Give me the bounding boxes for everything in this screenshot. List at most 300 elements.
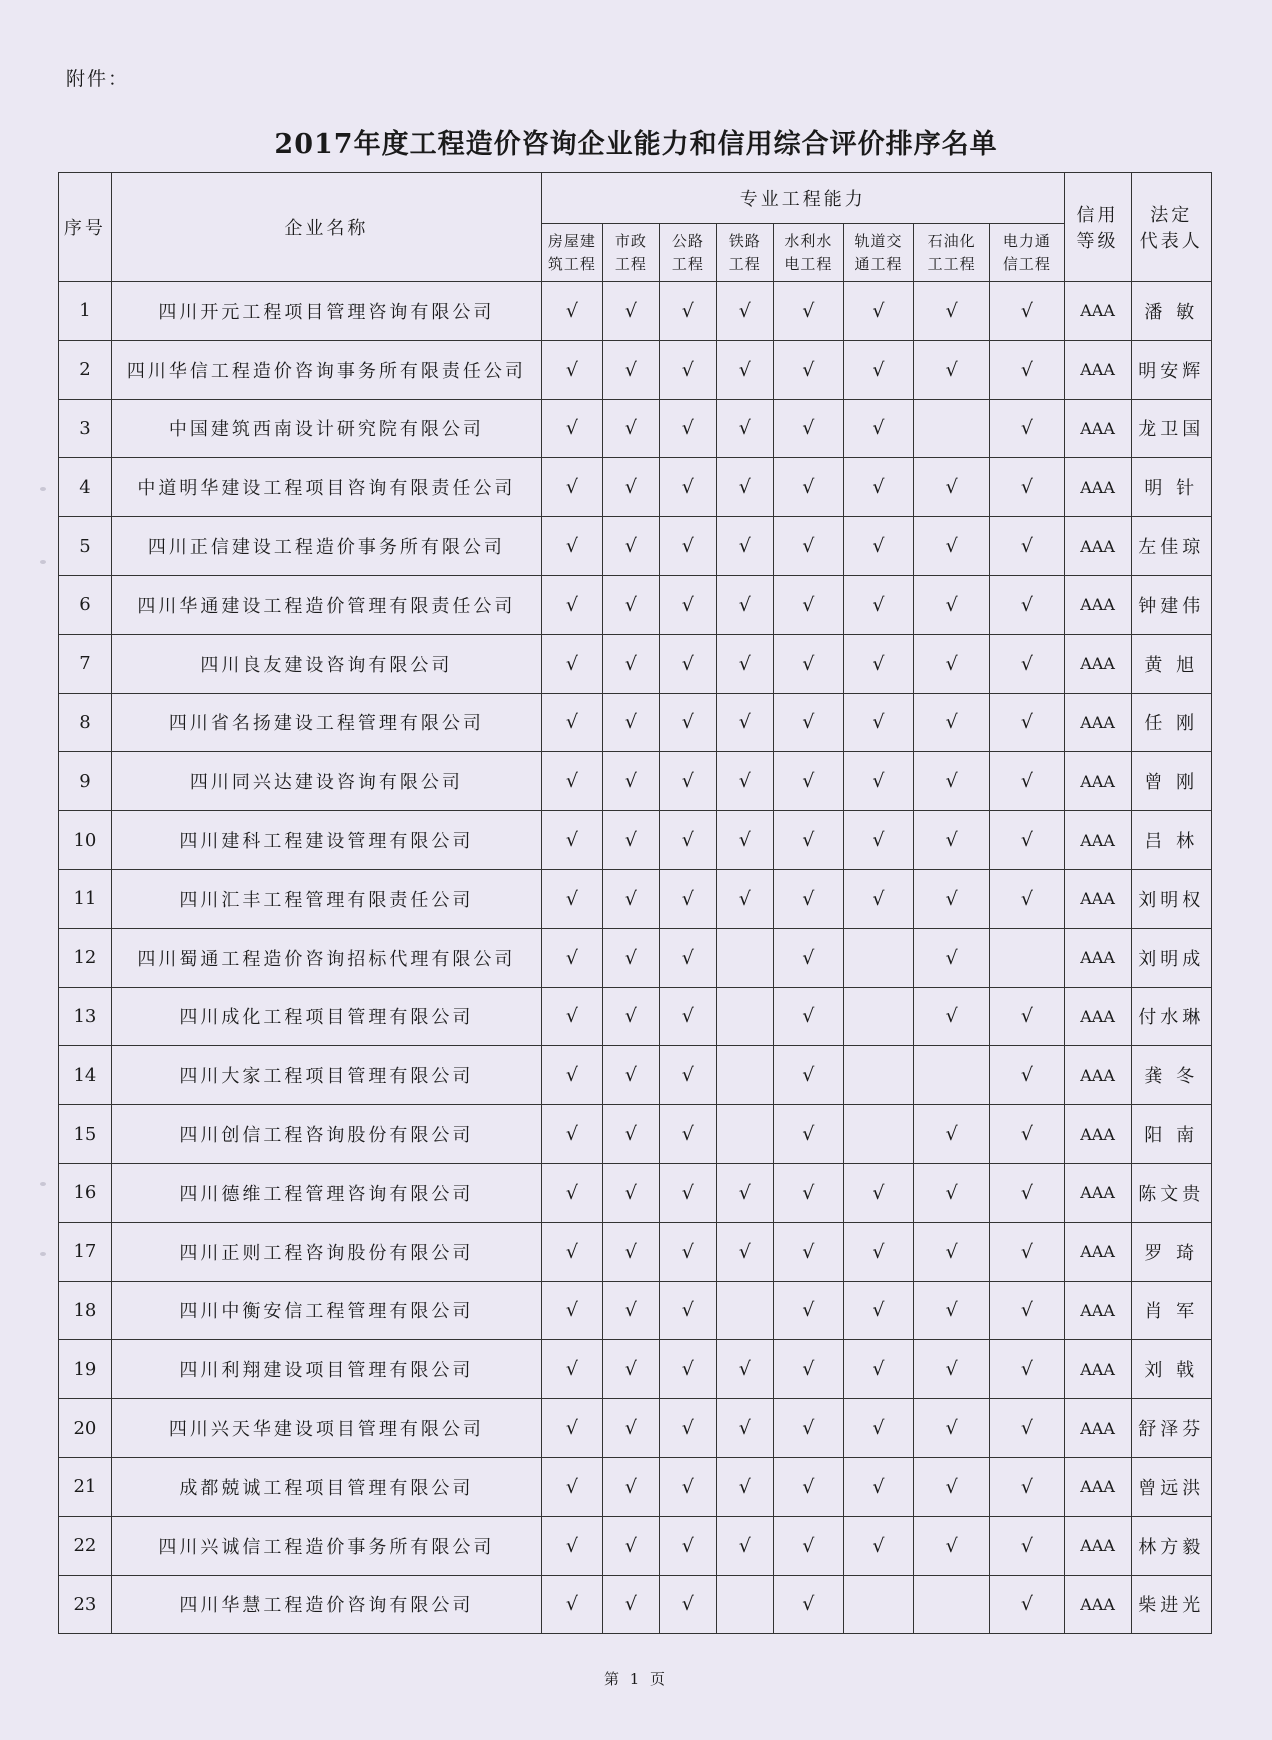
legal-representative: 任 刚: [1131, 693, 1211, 752]
check-mark-icon: √: [565, 1593, 578, 1616]
check-mark-icon: √: [945, 1475, 958, 1498]
capability-cell: [914, 987, 990, 1046]
table-row: [59, 928, 1212, 987]
check-mark-icon: √: [738, 1475, 751, 1498]
capability-cell: [843, 517, 913, 576]
company-name: 四川创信工程咨询股份有限公司: [111, 1105, 541, 1164]
capability-cell: [843, 282, 913, 341]
capability-cell: [602, 1575, 659, 1634]
capability-cell: [541, 634, 602, 693]
capability-cell: [990, 282, 1064, 341]
table-row: [59, 987, 1212, 1046]
table-row: [59, 1457, 1212, 1516]
capability-cell: [716, 1281, 773, 1340]
legal-representative: 曾 刚: [1131, 752, 1211, 811]
credit-level: AAA: [1064, 575, 1131, 634]
capability-cell: [716, 1046, 773, 1105]
capability-cell: [602, 282, 659, 341]
row-seq: 23: [59, 1575, 112, 1634]
capability-cell: [716, 517, 773, 576]
check-mark-icon: √: [1020, 299, 1033, 322]
capability-cell: [843, 1105, 913, 1164]
capability-cell: [659, 987, 716, 1046]
company-name: 四川蜀通工程造价咨询招标代理有限公司: [111, 928, 541, 987]
check-mark-icon: √: [738, 1534, 751, 1557]
company-name: 四川华信工程造价咨询事务所有限责任公司: [111, 340, 541, 399]
check-mark-icon: √: [681, 476, 694, 499]
check-mark-icon: √: [565, 358, 578, 381]
capability-cell: [659, 869, 716, 928]
check-mark-icon: √: [1020, 711, 1033, 734]
capability-cell: [773, 399, 843, 458]
check-mark-icon: √: [624, 711, 637, 734]
capability-cell: [541, 987, 602, 1046]
capability-cell: [990, 752, 1064, 811]
capability-cell: [914, 1046, 990, 1105]
row-seq: 13: [59, 987, 112, 1046]
check-mark-icon: √: [802, 1240, 815, 1263]
row-seq: 5: [59, 517, 112, 576]
capability-cell: [659, 1222, 716, 1281]
check-mark-icon: √: [1020, 1123, 1033, 1146]
check-mark-icon: √: [565, 1005, 578, 1028]
capability-cell: [990, 1222, 1064, 1281]
check-mark-icon: √: [624, 652, 637, 675]
header-category-8: [990, 224, 1064, 282]
check-mark-icon: √: [945, 476, 958, 499]
check-mark-icon: √: [1020, 417, 1033, 440]
check-mark-icon: √: [565, 1358, 578, 1381]
check-mark-icon: √: [802, 358, 815, 381]
punch-mark: [40, 560, 46, 564]
check-mark-icon: √: [872, 358, 885, 381]
capability-cell: [990, 928, 1064, 987]
check-mark-icon: √: [681, 417, 694, 440]
header-category-3: [659, 224, 716, 282]
check-mark-icon: √: [945, 299, 958, 322]
capability-cell: [990, 1105, 1064, 1164]
check-mark-icon: √: [681, 1005, 694, 1028]
check-mark-icon: √: [624, 829, 637, 852]
capability-cell: [541, 1046, 602, 1105]
capability-cell: [602, 1222, 659, 1281]
check-mark-icon: √: [624, 1299, 637, 1322]
capability-cell: [659, 1281, 716, 1340]
check-mark-icon: √: [1020, 1064, 1033, 1087]
check-mark-icon: √: [802, 593, 815, 616]
check-mark-icon: √: [624, 535, 637, 558]
check-mark-icon: √: [945, 1005, 958, 1028]
legal-representative: 龙卫国: [1131, 399, 1211, 458]
table-body: [59, 282, 1212, 1634]
capability-cell: [716, 458, 773, 517]
capability-cell: [843, 752, 913, 811]
check-mark-icon: √: [802, 1358, 815, 1381]
check-mark-icon: √: [624, 358, 637, 381]
capability-cell: [541, 575, 602, 634]
capability-cell: [914, 340, 990, 399]
capability-cell: [990, 1457, 1064, 1516]
table-row: [59, 752, 1212, 811]
check-mark-icon: √: [681, 946, 694, 969]
legal-representative: 刘 戟: [1131, 1340, 1211, 1399]
check-mark-icon: √: [681, 1064, 694, 1087]
company-name: 四川汇丰工程管理有限责任公司: [111, 869, 541, 928]
credit-level: AAA: [1064, 1399, 1131, 1458]
header-category-line: 市政: [614, 231, 647, 250]
capability-cell: [602, 1046, 659, 1105]
check-mark-icon: √: [945, 1358, 958, 1381]
ranking-table: [58, 172, 1212, 1634]
capability-cell: [659, 928, 716, 987]
capability-cell: [914, 1281, 990, 1340]
capability-cell: [914, 575, 990, 634]
capability-cell: [541, 1105, 602, 1164]
row-seq: 15: [59, 1105, 112, 1164]
check-mark-icon: √: [872, 1475, 885, 1498]
check-mark-icon: √: [565, 946, 578, 969]
check-mark-icon: √: [738, 1417, 751, 1440]
capability-cell: [716, 340, 773, 399]
capability-cell: [990, 634, 1064, 693]
capability-cell: [602, 458, 659, 517]
capability-cell: [602, 928, 659, 987]
check-mark-icon: √: [1020, 652, 1033, 675]
company-name: 中国建筑西南设计研究院有限公司: [111, 399, 541, 458]
capability-cell: [716, 399, 773, 458]
punch-mark: [40, 1252, 46, 1256]
capability-cell: [914, 928, 990, 987]
capability-cell: [659, 340, 716, 399]
check-mark-icon: √: [624, 1240, 637, 1263]
capability-cell: [773, 1281, 843, 1340]
table-row: [59, 575, 1212, 634]
capability-cell: [602, 693, 659, 752]
capability-cell: [541, 869, 602, 928]
row-seq: 17: [59, 1222, 112, 1281]
capability-cell: [659, 575, 716, 634]
table-row: [59, 634, 1212, 693]
capability-cell: [843, 693, 913, 752]
capability-cell: [990, 399, 1064, 458]
capability-cell: [716, 693, 773, 752]
check-mark-icon: √: [624, 299, 637, 322]
capability-cell: [990, 987, 1064, 1046]
check-mark-icon: √: [565, 593, 578, 616]
capability-cell: [716, 928, 773, 987]
capability-cell: [602, 340, 659, 399]
credit-level: AAA: [1064, 1575, 1131, 1634]
capability-cell: [990, 458, 1064, 517]
capability-cell: [541, 1340, 602, 1399]
capability-cell: [773, 928, 843, 987]
legal-representative: 黄 旭: [1131, 634, 1211, 693]
capability-cell: [843, 340, 913, 399]
row-seq: 1: [59, 282, 112, 341]
check-mark-icon: √: [945, 1181, 958, 1204]
check-mark-icon: √: [802, 1299, 815, 1322]
check-mark-icon: √: [945, 652, 958, 675]
check-mark-icon: √: [872, 476, 885, 499]
capability-cell: [716, 1399, 773, 1458]
check-mark-icon: √: [1020, 1475, 1033, 1498]
check-mark-icon: √: [624, 1181, 637, 1204]
check-mark-icon: √: [565, 299, 578, 322]
check-mark-icon: √: [872, 770, 885, 793]
capability-cell: [843, 1163, 913, 1222]
check-mark-icon: √: [945, 946, 958, 969]
capability-cell: [716, 1516, 773, 1575]
header-capability: 专业工程能力: [541, 173, 1064, 224]
legal-representative: 肖 军: [1131, 1281, 1211, 1340]
check-mark-icon: √: [1020, 358, 1033, 381]
row-seq: 10: [59, 811, 112, 870]
capability-cell: [990, 1516, 1064, 1575]
company-name: 四川成化工程项目管理有限公司: [111, 987, 541, 1046]
check-mark-icon: √: [802, 1181, 815, 1204]
capability-cell: [990, 340, 1064, 399]
legal-representative: 舒泽芬: [1131, 1399, 1211, 1458]
capability-cell: [716, 575, 773, 634]
capability-cell: [716, 1105, 773, 1164]
check-mark-icon: √: [945, 1240, 958, 1263]
header-category-6: [843, 224, 913, 282]
check-mark-icon: √: [624, 417, 637, 440]
check-mark-icon: √: [565, 1181, 578, 1204]
capability-cell: [602, 1340, 659, 1399]
check-mark-icon: √: [802, 535, 815, 558]
capability-cell: [773, 811, 843, 870]
capability-cell: [990, 1399, 1064, 1458]
check-mark-icon: √: [802, 1534, 815, 1557]
check-mark-icon: √: [738, 299, 751, 322]
check-mark-icon: √: [738, 593, 751, 616]
company-name: 四川德维工程管理咨询有限公司: [111, 1163, 541, 1222]
capability-cell: [602, 869, 659, 928]
capability-cell: [773, 1340, 843, 1399]
check-mark-icon: √: [565, 476, 578, 499]
header-row-primary: [59, 173, 1212, 224]
capability-cell: [914, 1222, 990, 1281]
row-seq: 6: [59, 575, 112, 634]
header-category-line: 工工程: [927, 254, 976, 273]
capability-cell: [541, 517, 602, 576]
header-seq: 序号: [59, 173, 112, 282]
capability-cell: [843, 1457, 913, 1516]
check-mark-icon: √: [681, 1358, 694, 1381]
check-mark-icon: √: [1020, 887, 1033, 910]
capability-cell: [990, 575, 1064, 634]
header-category-line: 水利水: [784, 231, 833, 250]
capability-cell: [773, 693, 843, 752]
capability-cell: [773, 517, 843, 576]
header-category-line: 工程: [728, 254, 761, 273]
capability-cell: [541, 1163, 602, 1222]
legal-representative: 罗 琦: [1131, 1222, 1211, 1281]
check-mark-icon: √: [872, 1181, 885, 1204]
check-mark-icon: √: [565, 1534, 578, 1557]
check-mark-icon: √: [681, 299, 694, 322]
capability-cell: [990, 693, 1064, 752]
check-mark-icon: √: [624, 476, 637, 499]
company-name: 四川兴天华建设项目管理有限公司: [111, 1399, 541, 1458]
capability-cell: [602, 634, 659, 693]
header-category-line: 电工程: [784, 254, 833, 273]
capability-cell: [716, 282, 773, 341]
check-mark-icon: √: [802, 299, 815, 322]
capability-cell: [990, 811, 1064, 870]
check-mark-icon: √: [1020, 1417, 1033, 1440]
capability-cell: [843, 458, 913, 517]
check-mark-icon: √: [872, 1240, 885, 1263]
capability-cell: [659, 811, 716, 870]
check-mark-icon: √: [738, 829, 751, 852]
company-name: 四川兴诚信工程造价事务所有限公司: [111, 1516, 541, 1575]
company-name: 中道明华建设工程项目咨询有限责任公司: [111, 458, 541, 517]
check-mark-icon: √: [802, 1593, 815, 1616]
check-mark-icon: √: [565, 1299, 578, 1322]
check-mark-icon: √: [681, 535, 694, 558]
check-mark-icon: √: [945, 593, 958, 616]
check-mark-icon: √: [802, 1417, 815, 1440]
capability-cell: [541, 693, 602, 752]
table-row: [59, 1399, 1212, 1458]
legal-representative: 钟建伟: [1131, 575, 1211, 634]
header-category-line: 通工程: [854, 254, 903, 273]
capability-cell: [659, 634, 716, 693]
capability-cell: [716, 634, 773, 693]
capability-cell: [602, 1516, 659, 1575]
capability-cell: [659, 458, 716, 517]
check-mark-icon: √: [872, 887, 885, 910]
table-row: [59, 399, 1212, 458]
check-mark-icon: √: [681, 829, 694, 852]
check-mark-icon: √: [945, 1534, 958, 1557]
check-mark-icon: √: [565, 770, 578, 793]
header-company-name: 企业名称: [111, 173, 541, 282]
credit-level: AAA: [1064, 399, 1131, 458]
check-mark-icon: √: [565, 1064, 578, 1087]
check-mark-icon: √: [1020, 1240, 1033, 1263]
row-seq: 8: [59, 693, 112, 752]
table-row: [59, 811, 1212, 870]
check-mark-icon: √: [565, 1417, 578, 1440]
check-mark-icon: √: [945, 1417, 958, 1440]
capability-cell: [541, 399, 602, 458]
punch-mark: [40, 1182, 46, 1186]
legal-representative: 陈文贵: [1131, 1163, 1211, 1222]
capability-cell: [773, 634, 843, 693]
credit-level: AAA: [1064, 1222, 1131, 1281]
check-mark-icon: √: [872, 1358, 885, 1381]
capability-cell: [716, 987, 773, 1046]
row-seq: 2: [59, 340, 112, 399]
capability-cell: [716, 752, 773, 811]
capability-cell: [843, 987, 913, 1046]
page-title: 2017年度工程造价咨询企业能力和信用综合评价排序名单: [274, 129, 998, 160]
check-mark-icon: √: [1020, 1299, 1033, 1322]
check-mark-icon: √: [738, 535, 751, 558]
capability-cell: [773, 1457, 843, 1516]
row-seq: 19: [59, 1340, 112, 1399]
row-seq: 18: [59, 1281, 112, 1340]
capability-cell: [773, 1222, 843, 1281]
check-mark-icon: √: [802, 1123, 815, 1146]
check-mark-icon: √: [802, 1475, 815, 1498]
capability-cell: [914, 634, 990, 693]
check-mark-icon: √: [802, 476, 815, 499]
check-mark-icon: √: [565, 652, 578, 675]
check-mark-icon: √: [738, 887, 751, 910]
check-mark-icon: √: [681, 1240, 694, 1263]
company-name: 四川中衡安信工程管理有限公司: [111, 1281, 541, 1340]
capability-cell: [773, 340, 843, 399]
capability-cell: [716, 1575, 773, 1634]
credit-level: AAA: [1064, 928, 1131, 987]
credit-level: AAA: [1064, 1105, 1131, 1164]
capability-cell: [659, 1340, 716, 1399]
legal-representative: 潘 敏: [1131, 282, 1211, 341]
check-mark-icon: √: [624, 1064, 637, 1087]
capability-cell: [773, 458, 843, 517]
row-seq: 20: [59, 1399, 112, 1458]
capability-cell: [914, 458, 990, 517]
header-category-5: [773, 224, 843, 282]
check-mark-icon: √: [738, 711, 751, 734]
credit-level: AAA: [1064, 869, 1131, 928]
header-category-2: [602, 224, 659, 282]
capability-cell: [716, 1340, 773, 1399]
capability-cell: [990, 1575, 1064, 1634]
capability-cell: [773, 1105, 843, 1164]
check-mark-icon: √: [681, 1593, 694, 1616]
capability-cell: [602, 987, 659, 1046]
check-mark-icon: √: [802, 770, 815, 793]
capability-cell: [541, 282, 602, 341]
legal-representative: 林方毅: [1131, 1516, 1211, 1575]
legal-representative: 明 针: [1131, 458, 1211, 517]
capability-cell: [773, 1163, 843, 1222]
check-mark-icon: √: [738, 652, 751, 675]
capability-cell: [541, 1516, 602, 1575]
credit-level: AAA: [1064, 517, 1131, 576]
table-row: [59, 1281, 1212, 1340]
capability-cell: [659, 1399, 716, 1458]
company-name: 四川华慧工程造价咨询有限公司: [111, 1575, 541, 1634]
check-mark-icon: √: [872, 652, 885, 675]
check-mark-icon: √: [945, 770, 958, 793]
check-mark-icon: √: [681, 711, 694, 734]
header-credit-line-2: 等级: [1076, 231, 1119, 252]
row-seq: 3: [59, 399, 112, 458]
capability-cell: [602, 1457, 659, 1516]
legal-representative: 柴进光: [1131, 1575, 1211, 1634]
check-mark-icon: √: [802, 946, 815, 969]
check-mark-icon: √: [738, 476, 751, 499]
check-mark-icon: √: [802, 711, 815, 734]
header-category-line: 工程: [671, 254, 704, 273]
check-mark-icon: √: [802, 829, 815, 852]
company-name: 四川大家工程项目管理有限公司: [111, 1046, 541, 1105]
check-mark-icon: √: [565, 535, 578, 558]
check-mark-icon: √: [802, 1005, 815, 1028]
capability-cell: [914, 1105, 990, 1164]
credit-level: AAA: [1064, 1163, 1131, 1222]
check-mark-icon: √: [1020, 1181, 1033, 1204]
check-mark-icon: √: [945, 711, 958, 734]
legal-representative: 明安辉: [1131, 340, 1211, 399]
check-mark-icon: √: [1020, 770, 1033, 793]
